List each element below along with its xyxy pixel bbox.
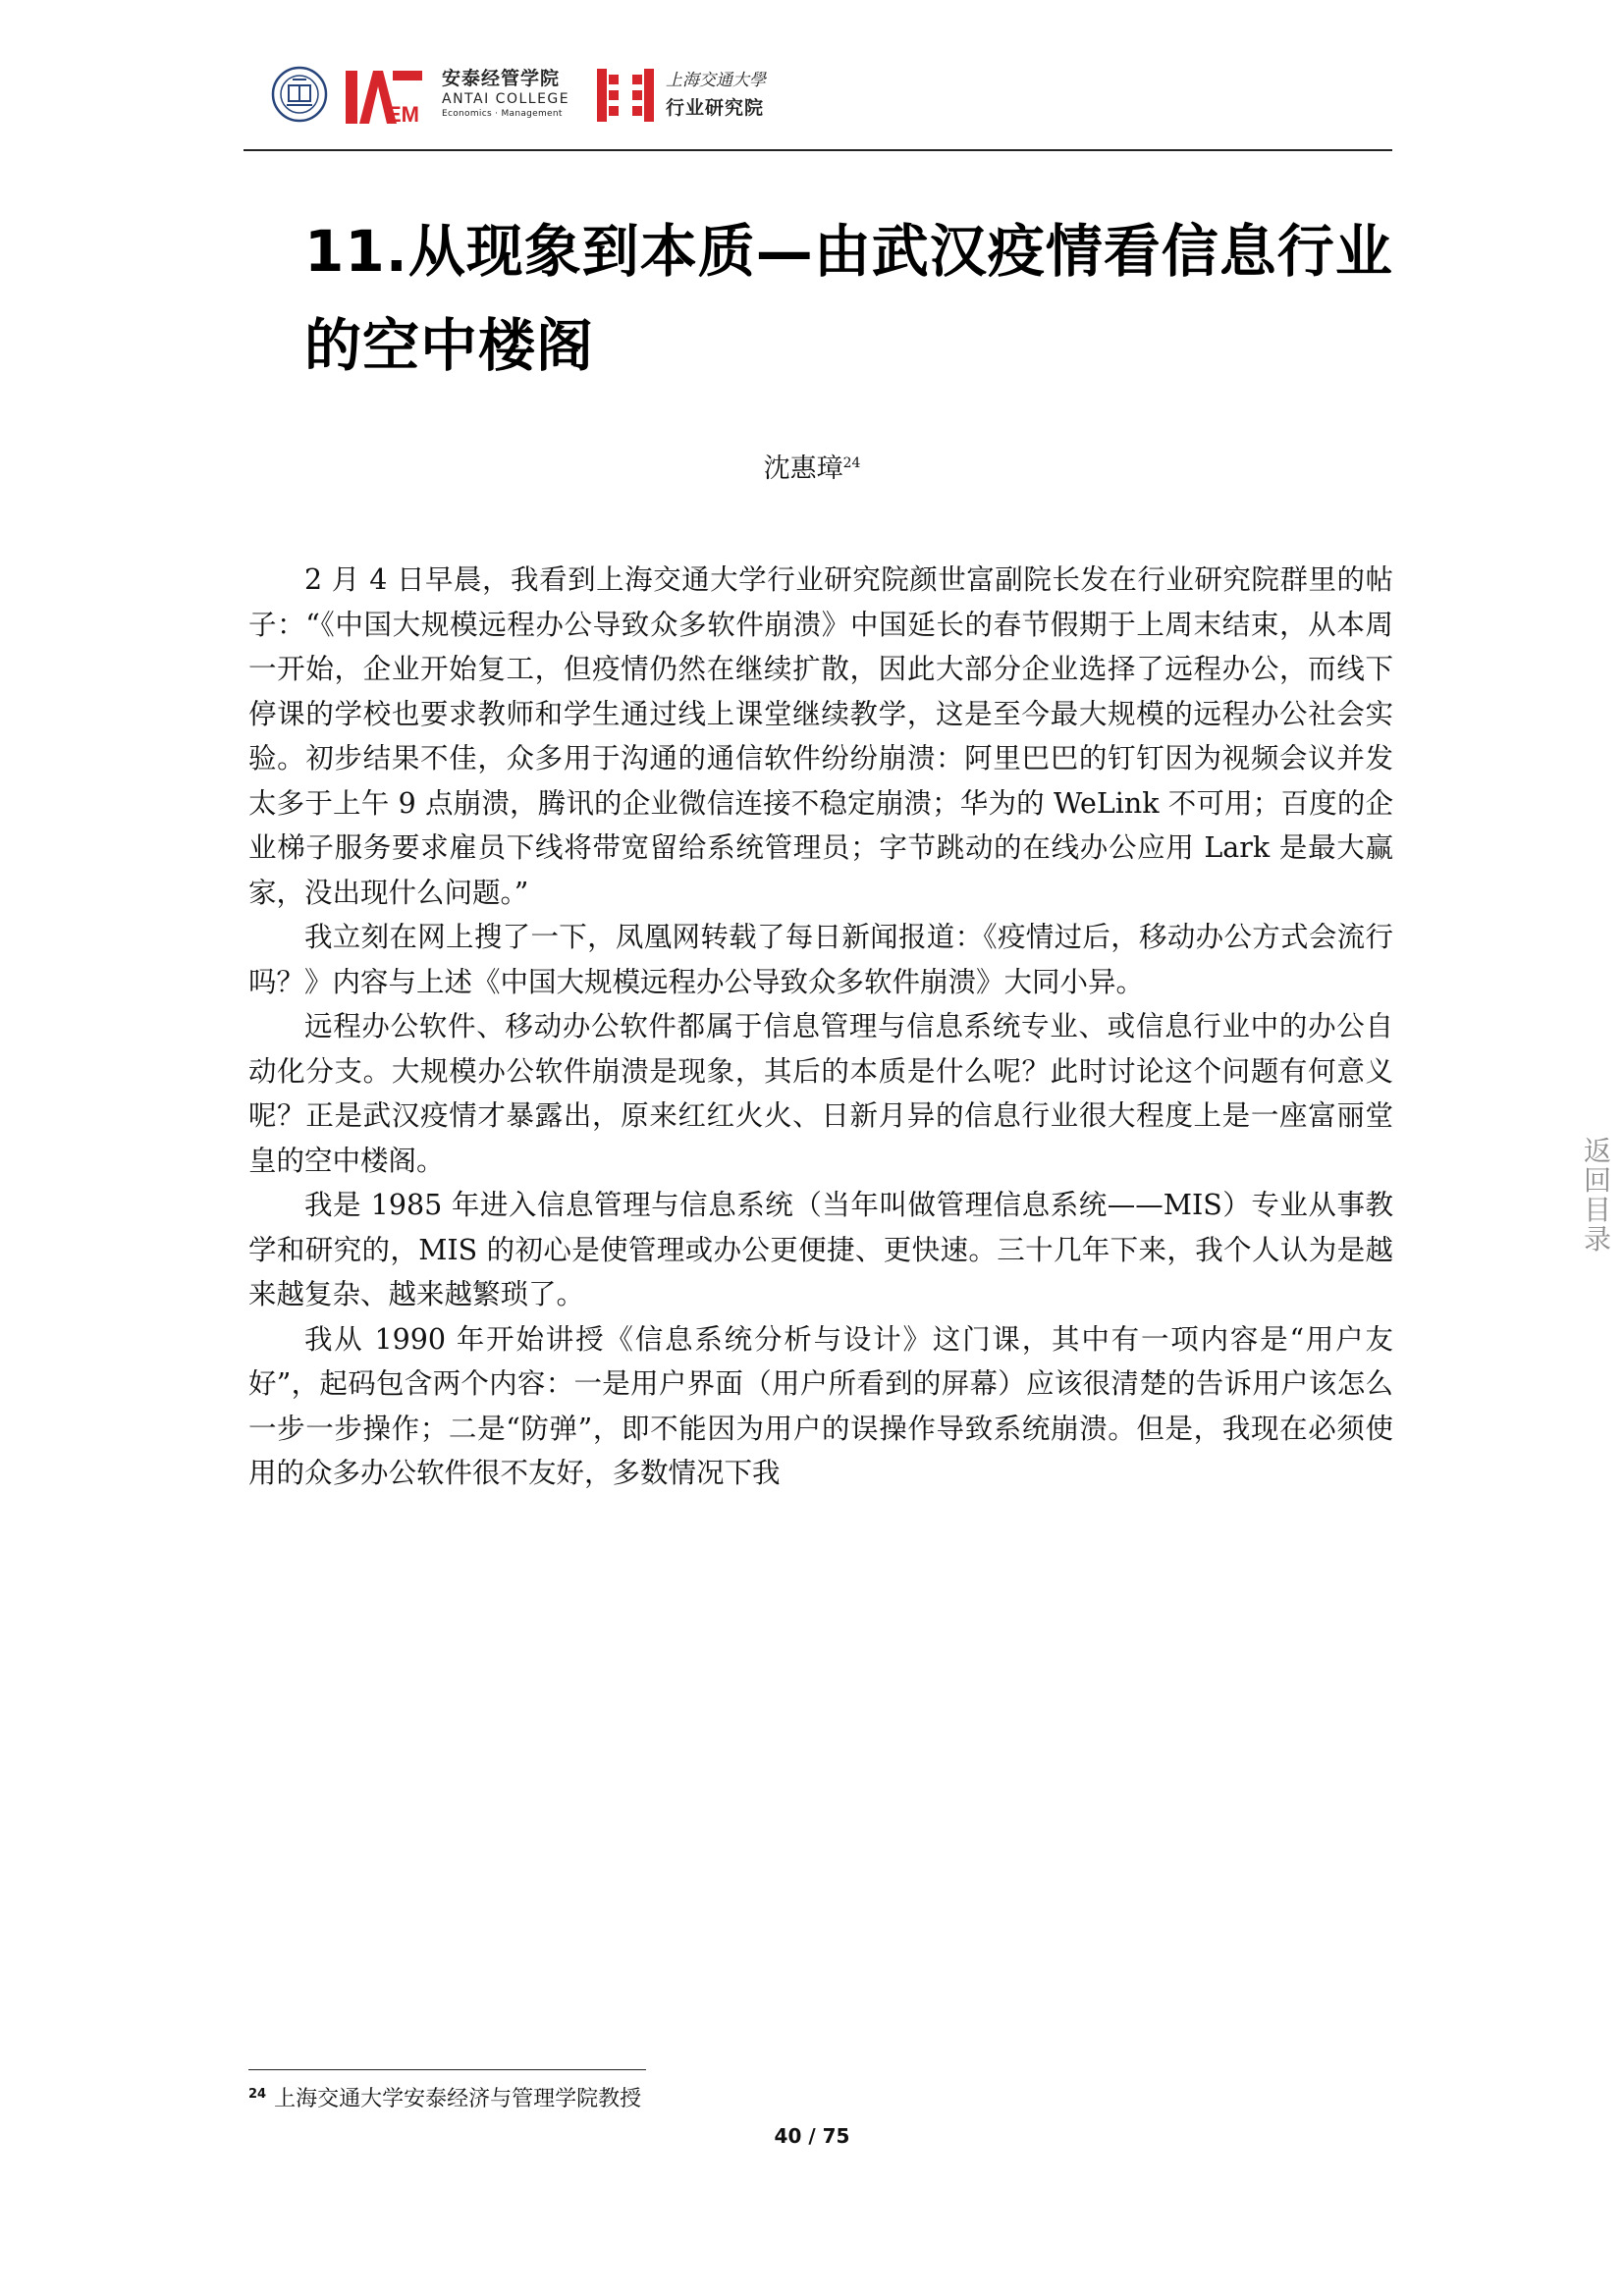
footnote xyxy=(248,2085,641,2114)
body-paragraph: 远程办公软件、移动办公软件都属于信息管理与信息系统专业、或信息行业中的办公自动化分支。大规模办公软件崩溃是现象，其后的本质是什么呢？此时讨论这个问题有何意义呢？正是武汉疫情才暴露出，原来红红火火、日新月异的信息行业很大程度上是一座富丽堂皇的空中楼阁。 xyxy=(248,1010,1393,1177)
college-subtitle: Economics · Management xyxy=(442,109,563,119)
institute-name: 行业研究院 xyxy=(666,97,765,119)
article-body xyxy=(248,558,1393,1496)
author-line xyxy=(0,450,1624,489)
body-paragraph: 我立刻在网上搜了一下，凤凰网转载了每日新闻报道：《疫情过后，移动办公方式会流行吗？》内容与上述《中国大规模远程办公导致众多软件崩溃》大同小异。 xyxy=(248,921,1393,998)
return-toc-char: 返 xyxy=(1583,1135,1611,1167)
author-footnote-ref[interactable]: 24 xyxy=(842,455,861,471)
footnote-mark: 24 xyxy=(248,2086,267,2102)
return-toc-char: 回 xyxy=(1583,1164,1611,1197)
article-title: 11.从现象到本质—由武汉疫情看信息行业的空中楼阁 xyxy=(304,218,1393,379)
institute-wordmark xyxy=(666,67,766,122)
university-name: 上海交通大學 xyxy=(666,71,766,90)
return-to-toc-link[interactable] xyxy=(1583,1137,1612,1255)
page-header xyxy=(265,61,1384,139)
footnote-divider xyxy=(248,2069,646,2070)
college-name-cn: 安泰经管学院 xyxy=(442,68,561,89)
body-paragraph: 2 月 4 日早晨，我看到上海交通大学行业研究院颜世富副院长发在行业研究院群里的帖子：“《中国大规模远程办公导致众多软件崩溃》中国延长的春节假期于上周末结束，从本周一开始，企业开始复工，但疫情仍然在继续扩散，因此大部分企业选择了远程办公，而线下停课的学校也要求教师和学生通过线上课堂继续教学，这是至今最大规模的远程办公社会实验。初步结果不佳，众多用于沟通的通信软件纷纷崩溃：阿里巴巴的钉钉因为视频会议并发太多于上午 9 点崩溃，腾讯的企业微信连接不稳定崩溃；华为的 WeLink 不可用；百度的企业梯子服务要求雇员下线将带宽留给系统管理员；字节跳动的在线办公应用 Lark 是最大赢家，没出现什么问题。” xyxy=(248,563,1393,909)
institute-logo-icon xyxy=(595,65,656,126)
acem-logo-icon xyxy=(344,65,432,126)
antai-college-wordmark xyxy=(442,67,579,120)
body-paragraph: 我是 1985 年进入信息管理与信息系统（当年叫做管理信息系统——MIS）专业从事教学和研究的，MIS 的初心是使管理或办公更便捷、更快速。三十几年下来，我个人认为是越来越复杂、越来越繁琐了。 xyxy=(248,1189,1393,1310)
return-toc-char: 录 xyxy=(1583,1223,1611,1255)
page-number: 40 / 75 xyxy=(774,2124,850,2148)
footnote-text: 上海交通大学安泰经济与管理学院教授 xyxy=(274,2087,642,2111)
header-divider xyxy=(244,149,1392,151)
return-toc-char: 目 xyxy=(1583,1194,1611,1226)
college-name-en: ANTAI COLLEGE xyxy=(442,91,570,107)
university-seal-icon xyxy=(271,66,328,123)
author-name: 沈惠璋 xyxy=(763,454,843,484)
body-paragraph: 我从 1990 年开始讲授《信息系统分析与设计》这门课，其中有一项内容是“用户友好”，起码包含两个内容：一是用户界面（用户所看到的屏幕）应该很清楚的告诉用户该怎么一步一步操作；二是“防弹”，即不能因为用户的误操作导致系统崩溃。但是，我现在必须使用的众多办公软件很不友好，多数情况下我 xyxy=(248,1322,1393,1489)
svg-text:EM: EM xyxy=(387,102,419,126)
